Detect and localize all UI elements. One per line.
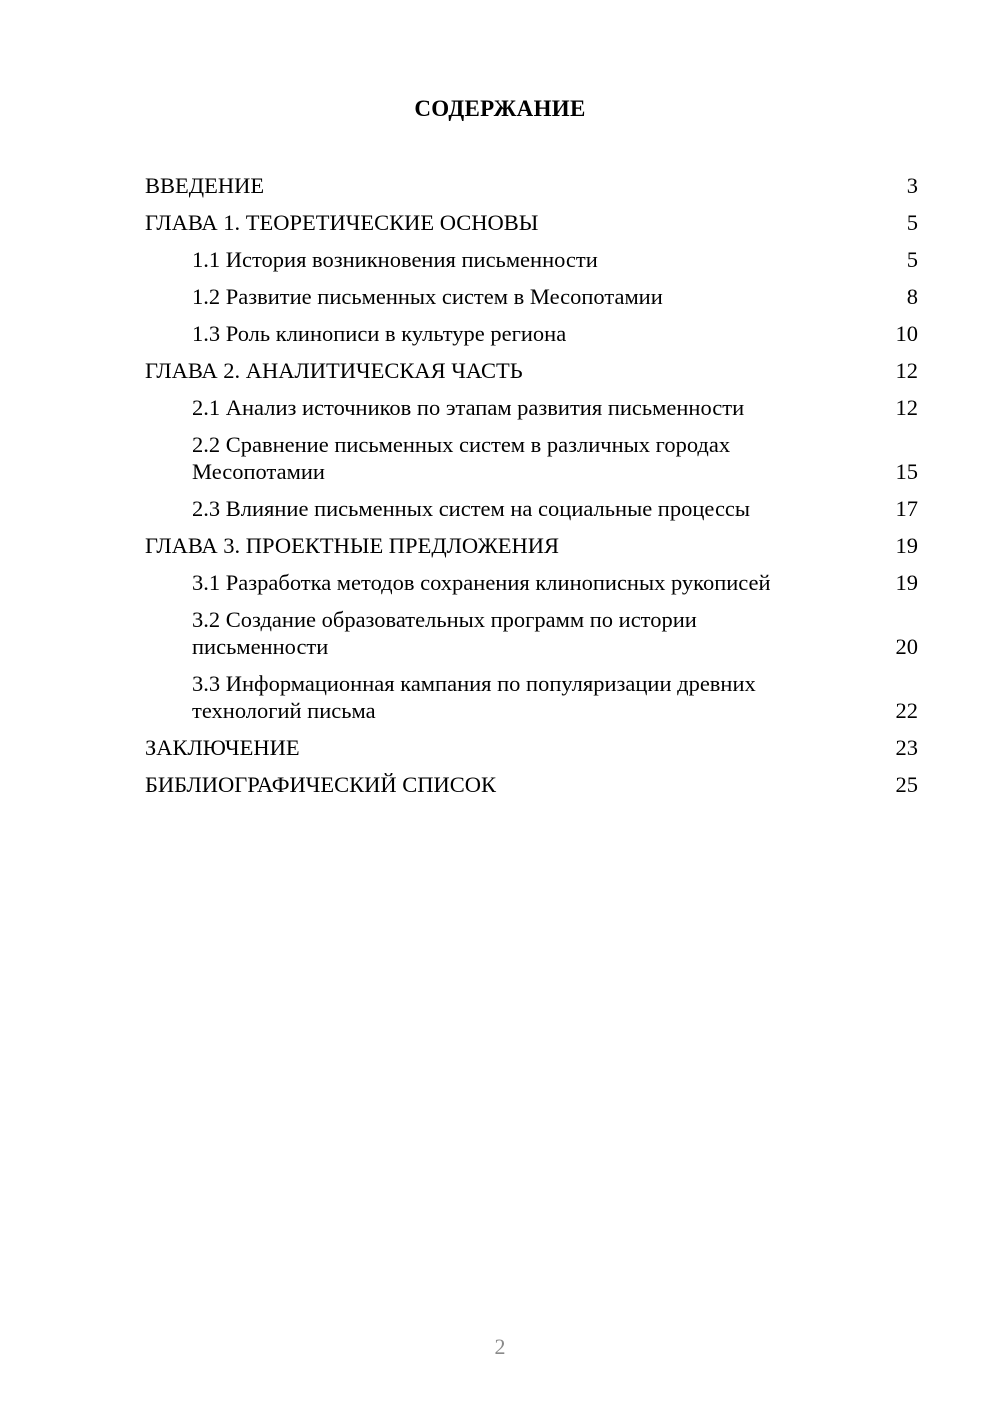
toc-entry-page-number: 17 [895,496,918,521]
toc-entry-page-number: 20 [895,634,918,659]
toc-entry-page-number: 3 [906,173,918,198]
toc-entry-title: ГЛАВА 3. ПРОЕКТНЫЕ ПРЕДЛОЖЕНИЯ [145,533,560,558]
page-title: СОДЕРЖАНИЕ [414,96,586,121]
toc-chapter-entry [145,353,918,390]
toc-chapter-entry [145,168,918,205]
toc-entry-page-number: 19 [895,533,918,558]
toc-entry-page-number: 12 [895,395,918,420]
toc-entry-title: ЗАКЛЮЧЕНИЕ [145,735,300,760]
toc-entry-title: 1.3 Роль клинописи в культуре региона [192,321,567,346]
toc-entry-page-number: 8 [906,284,918,309]
toc-chapter-entry [145,528,918,565]
toc-section-entry [145,602,918,666]
toc-entry-page-number: 23 [895,735,918,760]
toc-entry-page-number: 10 [895,321,918,346]
toc-section-entry [145,666,918,730]
toc-entry-title: ВВЕДЕНИЕ [145,173,265,198]
toc-entry-title: 1.1 История возникновения письменности [192,247,598,272]
toc-entry-page-number: 15 [895,459,918,484]
toc-entry-title: ГЛАВА 1. ТЕОРЕТИЧЕСКИЕ ОСНОВЫ [145,210,539,235]
toc-section-entry [145,316,918,353]
toc-entry-page-number: 22 [895,698,918,723]
toc-entry-title: БИБЛИОГРАФИЧЕСКИЙ СПИСОК [145,772,497,797]
toc-section-entry [145,565,918,602]
toc-entry-title: ГЛАВА 2. АНАЛИТИЧЕСКАЯ ЧАСТЬ [145,358,523,383]
toc-section-entry [145,279,918,316]
toc-entry-page-number: 25 [895,772,918,797]
toc-entry-page-number: 19 [895,570,918,595]
toc-entry-title: 2.2 Сравнение письменных систем в различных городах Месопотамии [192,432,731,484]
toc-entry-title: 3.1 Разработка методов сохранения клинописных рукописей [192,570,771,595]
toc-entry-title: 3.2 Создание образовательных программ по истории письменности [192,607,697,659]
toc-entry-title: 2.1 Анализ источников по этапам развития письменности [192,395,745,420]
toc-chapter-entry [145,205,918,242]
toc-chapter-entry [145,767,918,804]
toc-section-entry [145,390,918,427]
toc-entry-title: 1.2 Развитие письменных систем в Месопотамии [192,284,663,309]
toc-section-entry [145,427,918,491]
toc-chapter-entry [145,730,918,767]
toc-section-entry [145,242,918,279]
toc-entry-page-number: 12 [895,358,918,383]
page-number: 2 [494,1334,506,1359]
table-of-contents [145,168,918,804]
toc-entry-title: 3.3 Информационная кампания по популяризации древних технологий письма [192,671,756,723]
toc-entry-title: 2.3 Влияние письменных систем на социальные процессы [192,496,751,521]
toc-entry-page-number: 5 [906,247,918,272]
toc-entry-page-number: 5 [906,210,918,235]
toc-section-entry [145,491,918,528]
